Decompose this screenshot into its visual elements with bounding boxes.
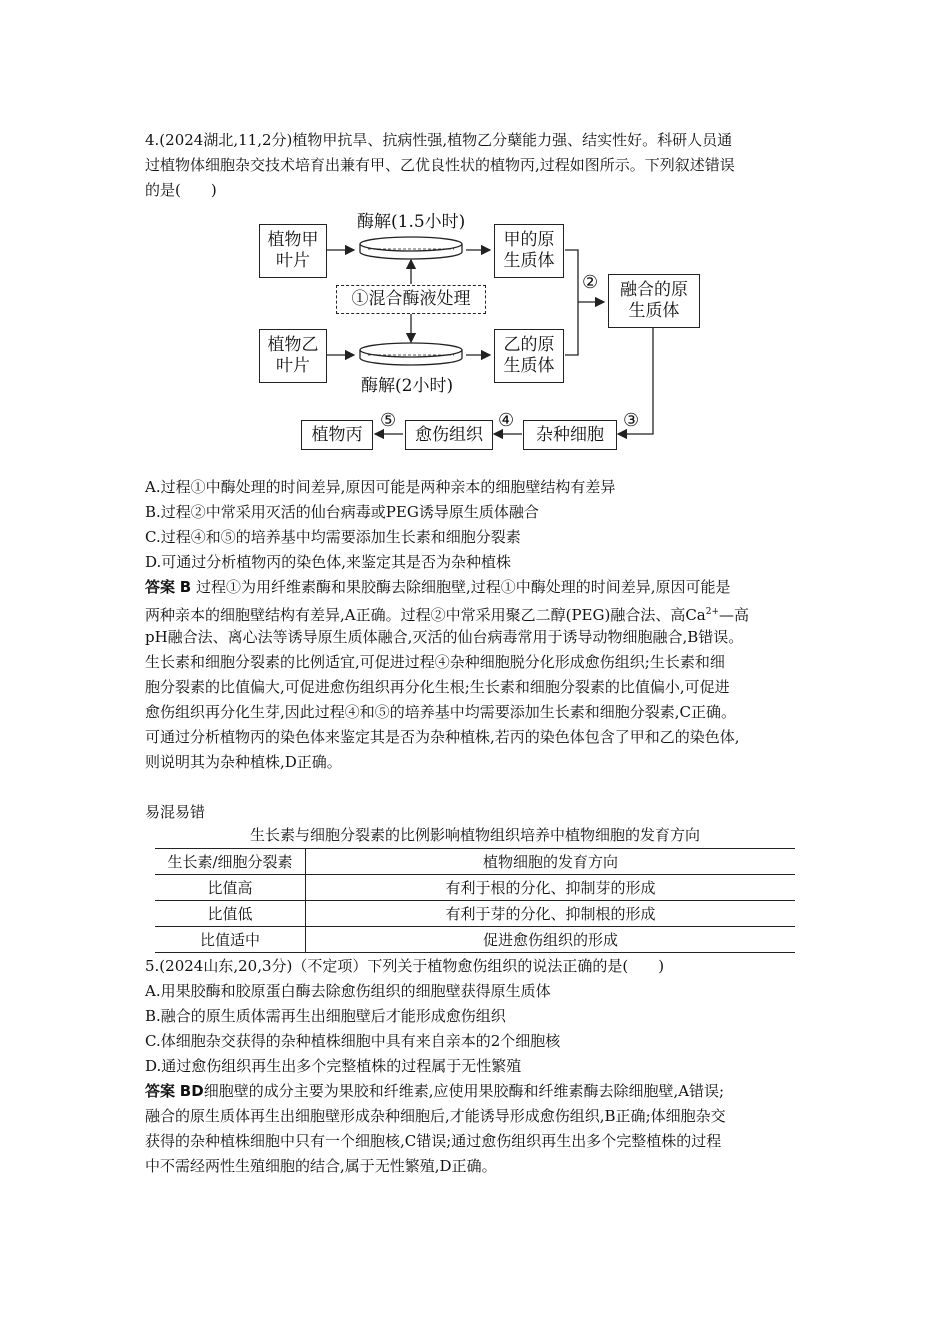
- q4-option-c: C.过程④和⑤的培养基中均需要添加生长素和细胞分裂素: [145, 528, 521, 546]
- table-cell: 比值适中: [155, 927, 306, 953]
- q4-stem-line-3: 的是( ): [145, 181, 217, 199]
- q4-stem-line-1: 4.(2024湖北,11,2分)植物甲抗旱、抗病性强,植物乙分蘖能力强、结实性好。科研人员通: [145, 131, 733, 149]
- table-row: [155, 875, 795, 901]
- q4-answer-key: B: [179, 578, 192, 596]
- q4-answer-line-2: [145, 600, 749, 627]
- q4-answer-line-8: 则说明其为杂种植株,D正确。: [145, 753, 342, 771]
- plant-c-box: 植物丙: [301, 420, 373, 450]
- petri-dish-a-icon: [360, 237, 462, 259]
- q5-option-c: C.体细胞杂交获得的杂种植株细胞中具有来自亲本的2个细胞核: [145, 1032, 561, 1050]
- q4-option-b: B.过程②中常采用灭活的仙台病毒或PEG诱导原生质体融合: [145, 503, 539, 521]
- q5-stem: 5.(2024山东,20,3分)（不定项）下列关于植物愈伤组织的说法正确的是( ): [145, 957, 665, 975]
- enzyme-b-label: 酶解(2小时): [361, 376, 454, 396]
- callus-box: 愈伤组织: [405, 420, 493, 450]
- q5-answer-key: BD: [179, 1082, 204, 1100]
- fused-protoplast-box: 融合的原 生质体: [608, 274, 700, 328]
- q4-option-d: D.可通过分析植物丙的染色体,来鉴定其是否为杂种植株: [145, 553, 512, 571]
- step-4-marker: ④: [498, 410, 515, 431]
- table-header-row: [155, 849, 795, 875]
- q5-option-b: B.融合的原生质体需再生出细胞壁后才能形成愈伤组织: [145, 1007, 506, 1025]
- q4-answer-line-7: 可通过分析植物丙的染色体来鉴定其是否为杂种植株,若丙的染色体包含了甲和乙的染色体,: [145, 728, 740, 746]
- table-row: [155, 927, 795, 953]
- q5-option-a: A.用果胶酶和胶原蛋白酶去除愈伤组织的细胞壁获得原生质体: [145, 982, 551, 1000]
- q5-answer-label: 答案: [145, 1082, 176, 1100]
- tip-table: [155, 848, 795, 953]
- table-cell: 促进愈伤组织的形成: [306, 927, 796, 953]
- table-header-ratio: 生长素/细胞分裂素: [155, 849, 306, 875]
- q5-answer-line-4: 中不需经两性生殖细胞的结合,属于无性繁殖,D正确。: [145, 1157, 497, 1175]
- table-row: [155, 901, 795, 927]
- petri-dish-b-icon: [360, 343, 462, 365]
- q4-answer-text-1: 过程①为用纤维素酶和果胶酶去除细胞壁,过程①中酶处理的时间差异,原因可能是: [196, 578, 731, 596]
- q4-answer-label: 答案: [145, 578, 176, 596]
- q4-answer-line-4: 生长素和细胞分裂素的比例适宜,可促进过程④杂种细胞脱分化形成愈伤组织;生长素和细: [145, 653, 725, 671]
- q5-option-d: D.通过愈伤组织再生出多个完整植株的过程属于无性繁殖: [145, 1057, 522, 1075]
- q4-answer-line-1: [145, 575, 731, 599]
- plant-a-leaf-box: 植物甲 叶片: [259, 224, 327, 278]
- step-5-marker: ⑤: [380, 410, 397, 431]
- q4-answer-sup: 2+: [705, 607, 720, 617]
- step-2-marker: ②: [582, 272, 599, 293]
- table-cell: 比值低: [155, 901, 306, 927]
- diagram-connectors: [0, 0, 950, 470]
- table-cell: 有利于根的分化、抑制芽的形成: [306, 875, 796, 901]
- q4-option-a: A.过程①中酶处理的时间差异,原因可能是两种亲本的细胞壁结构有差异: [145, 478, 616, 496]
- q4-answer-line-3: pH融合法、离心法等诱导原生质体融合,灭活的仙台病毒常用于诱导动物细胞融合,B错误。: [145, 628, 744, 646]
- protoplast-b-box: 乙的原 生质体: [494, 329, 564, 383]
- step-3-marker: ③: [623, 410, 640, 431]
- table-header-direction: 植物细胞的发育方向: [306, 849, 796, 875]
- protoplast-a-box: 甲的原 生质体: [494, 224, 564, 278]
- table-cell: 有利于芽的分化、抑制根的形成: [306, 901, 796, 927]
- enzyme-a-label: 酶解(1.5小时): [357, 212, 466, 232]
- plant-b-leaf-box: 植物乙 叶片: [259, 329, 327, 383]
- tip-table-title: 生长素与细胞分裂素的比例影响植物组织培养中植物细胞的发育方向: [249, 826, 700, 844]
- q4-answer-line-5: 胞分裂素的比值偏大,可促进愈伤组织再分化生根;生长素和细胞分裂素的比值偏小,可促进: [145, 678, 730, 696]
- hybrid-cell-box: 杂种细胞: [523, 420, 617, 450]
- q4-answer-text-2b: —高: [719, 606, 750, 624]
- q5-answer-text-1: 细胞壁的成分主要为果胶和纤维素,应使用果胶酶和纤维素酶去除细胞壁,A错误;: [203, 1082, 725, 1100]
- q4-answer-line-6: 愈伤组织再分化生芽,因此过程④和⑤的培养基中均需要添加生长素和细胞分裂素,C正确。: [145, 703, 737, 721]
- q5-answer-line-2: 融合的原生质体再生出细胞壁形成杂种细胞后,才能诱导形成愈伤组织,B正确;体细胞杂交: [145, 1107, 726, 1125]
- q4-stem-line-2: 过植物体细胞杂交技术培育出兼有甲、乙优良性状的植物丙,过程如图所示。下列叙述错误: [145, 156, 735, 174]
- mixed-enzyme-box: ①混合酶液处理: [336, 285, 486, 314]
- table-cell: 比值高: [155, 875, 306, 901]
- q5-answer-line-3: 获得的杂种植株细胞中只有一个细胞核,C错误;通过愈伤组织再生出多个完整植株的过程: [145, 1132, 722, 1150]
- q4-answer-text-2a: 两种亲本的细胞壁结构有差异,A正确。过程②中常采用聚乙二醇(PEG)融合法、高Ca: [145, 606, 706, 624]
- q5-answer-line-1: [145, 1079, 724, 1103]
- tip-label: 易混易错: [145, 803, 206, 821]
